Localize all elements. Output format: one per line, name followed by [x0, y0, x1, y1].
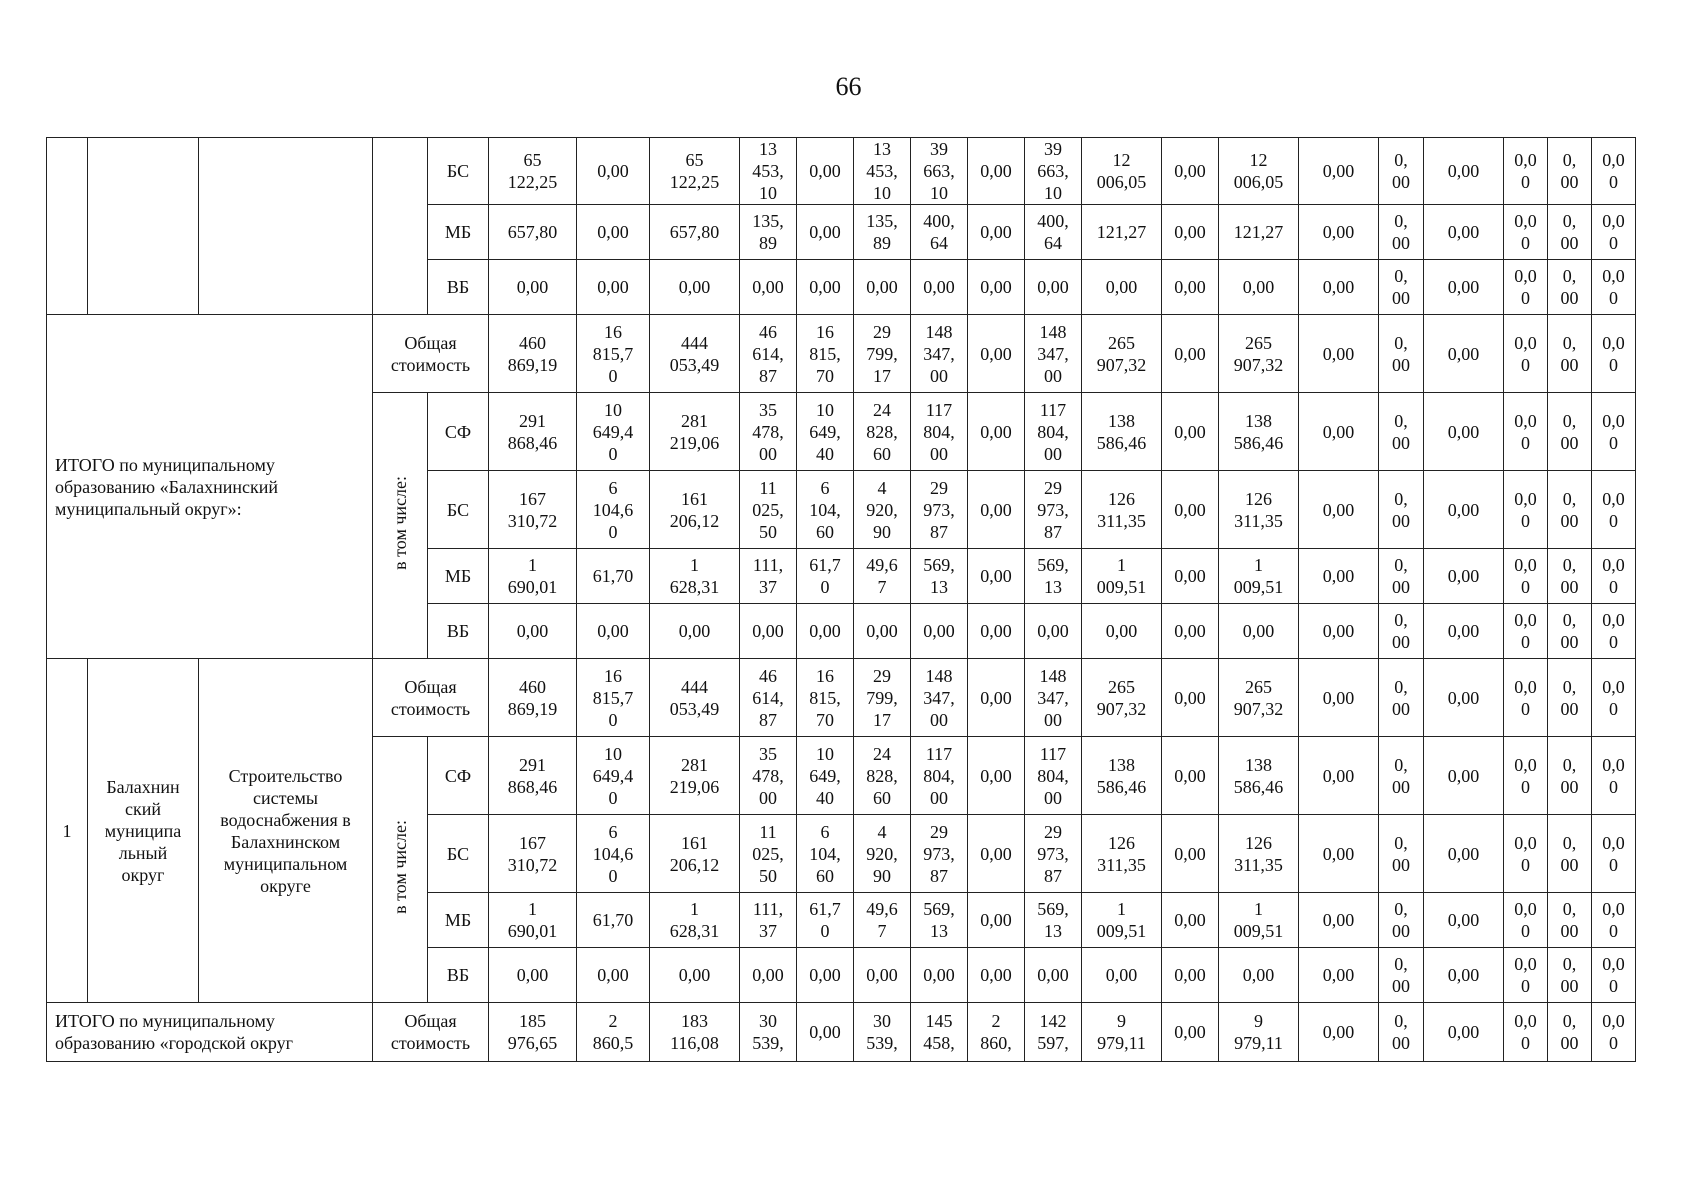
value-cell: 444 053,49: [650, 315, 740, 393]
value-cell: 0,00: [854, 260, 911, 315]
value-cell: 24 828, 60: [854, 737, 911, 815]
value-cell: 2 860,5: [577, 1003, 650, 1062]
value-cell: 0,00: [1219, 948, 1299, 1003]
budget-table: [46, 137, 1636, 1062]
value-cell: 0,00: [797, 260, 854, 315]
total-cost-label: Общая стоимость: [373, 659, 489, 737]
value-cell: 0,00: [577, 205, 650, 260]
value-cell: 0,00: [1424, 815, 1504, 893]
value-cell: 12 006,05: [1219, 138, 1299, 205]
table-row: [47, 1003, 1636, 1062]
value-cell: 0,0 0: [1504, 393, 1548, 471]
value-cell: 0,00: [650, 948, 740, 1003]
value-cell: 0,00: [854, 604, 911, 659]
value-cell: 0,00: [968, 471, 1025, 549]
value-cell: 0,0 0: [1592, 815, 1636, 893]
source-cell: БС: [428, 138, 489, 205]
value-cell: 0,0 0: [1504, 138, 1548, 205]
value-cell: 29 973, 87: [1025, 471, 1082, 549]
value-cell: 117 804, 00: [911, 393, 968, 471]
value-cell: 65 122,25: [489, 138, 577, 205]
value-cell: 0,00: [968, 948, 1025, 1003]
value-cell: 0,0 0: [1592, 315, 1636, 393]
value-cell: 167 310,72: [489, 815, 577, 893]
value-cell: 12 006,05: [1082, 138, 1162, 205]
value-cell: 10 649, 40: [797, 393, 854, 471]
value-cell: 10 649, 40: [797, 737, 854, 815]
source-cell: СФ: [428, 737, 489, 815]
value-cell: 111, 37: [740, 893, 797, 948]
object-cell: Строительство системы водоснабжения в Балахнинском муниципальном округе: [199, 659, 373, 1003]
including-label: [373, 737, 428, 1003]
value-cell: 0, 00: [1379, 948, 1424, 1003]
including-cell: [373, 138, 428, 315]
value-cell: 569, 13: [1025, 549, 1082, 604]
value-cell: 145 458,: [911, 1003, 968, 1062]
value-cell: 0,00: [1162, 471, 1219, 549]
value-cell: 16 815, 70: [797, 315, 854, 393]
value-cell: 126 311,35: [1082, 815, 1162, 893]
value-cell: 291 868,46: [489, 737, 577, 815]
value-cell: 0, 00: [1548, 948, 1592, 1003]
value-cell: 138 586,46: [1082, 393, 1162, 471]
value-cell: 148 347, 00: [1025, 315, 1082, 393]
value-cell: 281 219,06: [650, 737, 740, 815]
value-cell: 161 206,12: [650, 471, 740, 549]
value-cell: 0,00: [489, 604, 577, 659]
value-cell: 61,7 0: [797, 549, 854, 604]
value-cell: 0,0 0: [1504, 315, 1548, 393]
value-cell: 0, 00: [1548, 393, 1592, 471]
value-cell: 142 597,: [1025, 1003, 1082, 1062]
value-cell: 265 907,32: [1082, 659, 1162, 737]
value-cell: 657,80: [650, 205, 740, 260]
value-cell: 1 628,31: [650, 893, 740, 948]
value-cell: 0,00: [1025, 260, 1082, 315]
value-cell: 16 815,7 0: [577, 659, 650, 737]
value-cell: 11 025, 50: [740, 815, 797, 893]
value-cell: 0,0 0: [1504, 471, 1548, 549]
value-cell: 6 104, 60: [797, 471, 854, 549]
value-cell: 111, 37: [740, 549, 797, 604]
value-cell: 0,0 0: [1504, 948, 1548, 1003]
district-cell: [88, 138, 199, 315]
value-cell: 11 025, 50: [740, 471, 797, 549]
table-row: [47, 138, 1636, 205]
value-cell: 24 828, 60: [854, 393, 911, 471]
value-cell: 0, 00: [1379, 893, 1424, 948]
value-cell: 0,0 0: [1592, 1003, 1636, 1062]
value-cell: 0, 00: [1379, 815, 1424, 893]
value-cell: 135, 89: [854, 205, 911, 260]
value-cell: 0,00: [577, 604, 650, 659]
value-cell: 0,00: [797, 138, 854, 205]
value-cell: 0,00: [968, 138, 1025, 205]
value-cell: 29 973, 87: [911, 471, 968, 549]
value-cell: 0,00: [1025, 604, 1082, 659]
value-cell: 0,00: [650, 260, 740, 315]
value-cell: 0,00: [968, 549, 1025, 604]
value-cell: 444 053,49: [650, 659, 740, 737]
value-cell: 0, 00: [1548, 815, 1592, 893]
value-cell: 0,00: [1299, 1003, 1379, 1062]
value-cell: 39 663, 10: [911, 138, 968, 205]
value-cell: 0, 00: [1379, 549, 1424, 604]
value-cell: 2 860,: [968, 1003, 1025, 1062]
value-cell: 49,6 7: [854, 549, 911, 604]
group-title-cell: ИТОГО по муниципальному образованию «городской округ: [47, 1003, 373, 1062]
value-cell: 0, 00: [1548, 260, 1592, 315]
source-cell: СФ: [428, 393, 489, 471]
value-cell: 0,00: [1299, 315, 1379, 393]
value-cell: 121,27: [1082, 205, 1162, 260]
value-cell: 0,00: [1424, 471, 1504, 549]
source-cell: БС: [428, 471, 489, 549]
value-cell: 135, 89: [740, 205, 797, 260]
value-cell: 0,00: [1299, 815, 1379, 893]
value-cell: 0,0 0: [1504, 1003, 1548, 1062]
value-cell: 1 628,31: [650, 549, 740, 604]
value-cell: 0,00: [1162, 315, 1219, 393]
value-cell: 0, 00: [1548, 1003, 1592, 1062]
value-cell: 0,00: [1424, 393, 1504, 471]
value-cell: 0, 00: [1379, 1003, 1424, 1062]
value-cell: 0,00: [1424, 1003, 1504, 1062]
value-cell: 0, 00: [1548, 471, 1592, 549]
value-cell: 291 868,46: [489, 393, 577, 471]
value-cell: 0,00: [1299, 604, 1379, 659]
value-cell: 9 979,11: [1082, 1003, 1162, 1062]
value-cell: 0,0 0: [1592, 948, 1636, 1003]
value-cell: 0, 00: [1379, 604, 1424, 659]
value-cell: 0,00: [1162, 393, 1219, 471]
value-cell: 0,00: [1299, 893, 1379, 948]
value-cell: 0,00: [968, 893, 1025, 948]
including-label-text: в том числе:: [390, 476, 410, 570]
page-number: 66: [835, 72, 862, 101]
value-cell: 569, 13: [911, 893, 968, 948]
value-cell: 0,00: [1219, 260, 1299, 315]
value-cell: 657,80: [489, 205, 577, 260]
value-cell: 138 586,46: [1082, 737, 1162, 815]
object-cell: [199, 138, 373, 315]
value-cell: 148 347, 00: [911, 659, 968, 737]
value-cell: 0,00: [1162, 815, 1219, 893]
value-cell: 6 104, 60: [797, 815, 854, 893]
source-cell: МБ: [428, 549, 489, 604]
value-cell: 61,70: [577, 549, 650, 604]
value-cell: 0,00: [1162, 138, 1219, 205]
value-cell: 185 976,65: [489, 1003, 577, 1062]
total-cost-label: Общая стоимость: [373, 315, 489, 393]
value-cell: 0,00: [577, 948, 650, 1003]
value-cell: 0,00: [650, 604, 740, 659]
including-label-text: в том числе:: [390, 820, 410, 914]
value-cell: 0, 00: [1548, 604, 1592, 659]
value-cell: 0,00: [489, 948, 577, 1003]
value-cell: 0, 00: [1548, 315, 1592, 393]
value-cell: 265 907,32: [1082, 315, 1162, 393]
value-cell: 29 973, 87: [911, 815, 968, 893]
value-cell: 0, 00: [1548, 205, 1592, 260]
value-cell: 0,00: [911, 604, 968, 659]
source-cell: ВБ: [428, 260, 489, 315]
value-cell: 0,00: [1424, 315, 1504, 393]
value-cell: 0,00: [577, 260, 650, 315]
value-cell: 30 539,: [854, 1003, 911, 1062]
value-cell: 13 453, 10: [740, 138, 797, 205]
value-cell: 569, 13: [1025, 893, 1082, 948]
including-label: [373, 393, 428, 659]
value-cell: 0,00: [1424, 138, 1504, 205]
value-cell: 0,00: [1424, 604, 1504, 659]
value-cell: 0,00: [1299, 205, 1379, 260]
value-cell: 0,0 0: [1592, 260, 1636, 315]
value-cell: 117 804, 00: [1025, 737, 1082, 815]
value-cell: 0,00: [1299, 393, 1379, 471]
value-cell: 0, 00: [1548, 659, 1592, 737]
num-cell: [47, 138, 88, 315]
value-cell: 29 799, 17: [854, 315, 911, 393]
value-cell: 1 009,51: [1219, 893, 1299, 948]
value-cell: 138 586,46: [1219, 393, 1299, 471]
value-cell: 0, 00: [1379, 659, 1424, 737]
value-cell: 281 219,06: [650, 393, 740, 471]
value-cell: 0, 00: [1548, 893, 1592, 948]
value-cell: 0,0 0: [1592, 737, 1636, 815]
value-cell: 0,00: [1299, 549, 1379, 604]
value-cell: 265 907,32: [1219, 315, 1299, 393]
value-cell: 0,00: [797, 948, 854, 1003]
value-cell: 0,0 0: [1504, 737, 1548, 815]
value-cell: 1 009,51: [1082, 549, 1162, 604]
value-cell: 0,00: [968, 659, 1025, 737]
value-cell: 569, 13: [911, 549, 968, 604]
value-cell: 0,00: [577, 138, 650, 205]
value-cell: 0,00: [1299, 737, 1379, 815]
value-cell: 0,00: [1162, 604, 1219, 659]
value-cell: 0,0 0: [1592, 393, 1636, 471]
value-cell: 0, 00: [1379, 138, 1424, 205]
source-cell: МБ: [428, 205, 489, 260]
value-cell: 0,00: [1162, 205, 1219, 260]
value-cell: 0,00: [1082, 948, 1162, 1003]
value-cell: 167 310,72: [489, 471, 577, 549]
value-cell: 0,00: [740, 604, 797, 659]
value-cell: 4 920, 90: [854, 471, 911, 549]
value-cell: 0,00: [911, 948, 968, 1003]
value-cell: 460 869,19: [489, 659, 577, 737]
value-cell: 0,0 0: [1592, 893, 1636, 948]
value-cell: 0,00: [1424, 893, 1504, 948]
value-cell: 1 009,51: [1219, 549, 1299, 604]
value-cell: 400, 64: [911, 205, 968, 260]
value-cell: 0,00: [968, 604, 1025, 659]
value-cell: 117 804, 00: [911, 737, 968, 815]
value-cell: 0,00: [1162, 1003, 1219, 1062]
value-cell: 1 690,01: [489, 893, 577, 948]
value-cell: 0,00: [1025, 948, 1082, 1003]
value-cell: 0,00: [797, 604, 854, 659]
value-cell: 0,0 0: [1592, 471, 1636, 549]
group-title-cell: ИТОГО по муниципальному образованию «Балахнинский муниципальный округ»:: [47, 315, 373, 659]
value-cell: 0,00: [1424, 205, 1504, 260]
value-cell: 121,27: [1219, 205, 1299, 260]
value-cell: 29 973, 87: [1025, 815, 1082, 893]
value-cell: 138 586,46: [1219, 737, 1299, 815]
value-cell: 0,00: [1162, 948, 1219, 1003]
table-row: [47, 315, 1636, 393]
value-cell: 13 453, 10: [854, 138, 911, 205]
source-cell: МБ: [428, 893, 489, 948]
value-cell: 0,00: [1219, 604, 1299, 659]
value-cell: 0, 00: [1548, 549, 1592, 604]
value-cell: 0,00: [740, 948, 797, 1003]
value-cell: 0,00: [1424, 948, 1504, 1003]
value-cell: 126 311,35: [1082, 471, 1162, 549]
value-cell: 0,00: [1299, 948, 1379, 1003]
district-cell: Балахнин ский муниципа льный округ: [88, 659, 199, 1003]
value-cell: 0,0 0: [1592, 549, 1636, 604]
value-cell: 0,0 0: [1504, 260, 1548, 315]
value-cell: 117 804, 00: [1025, 393, 1082, 471]
value-cell: 61,7 0: [797, 893, 854, 948]
source-cell: БС: [428, 815, 489, 893]
value-cell: 0,00: [797, 1003, 854, 1062]
table-row: [47, 659, 1636, 737]
value-cell: 460 869,19: [489, 315, 577, 393]
value-cell: 6 104,6 0: [577, 815, 650, 893]
value-cell: 16 815,7 0: [577, 315, 650, 393]
value-cell: 0,00: [968, 260, 1025, 315]
value-cell: 0, 00: [1379, 205, 1424, 260]
value-cell: 183 116,08: [650, 1003, 740, 1062]
value-cell: 0, 00: [1379, 393, 1424, 471]
value-cell: 0,00: [797, 205, 854, 260]
value-cell: 0,00: [854, 948, 911, 1003]
value-cell: 30 539,: [740, 1003, 797, 1062]
value-cell: 0,00: [1424, 737, 1504, 815]
value-cell: 0, 00: [1379, 471, 1424, 549]
value-cell: 0,00: [1299, 659, 1379, 737]
value-cell: 0,0 0: [1504, 604, 1548, 659]
value-cell: 0,0 0: [1504, 549, 1548, 604]
value-cell: 0,00: [911, 260, 968, 315]
source-cell: ВБ: [428, 948, 489, 1003]
value-cell: 61,70: [577, 893, 650, 948]
value-cell: 0,00: [1424, 659, 1504, 737]
value-cell: 0,00: [968, 315, 1025, 393]
value-cell: 0, 00: [1379, 260, 1424, 315]
value-cell: 16 815, 70: [797, 659, 854, 737]
value-cell: 0,00: [1162, 737, 1219, 815]
value-cell: 1 690,01: [489, 549, 577, 604]
value-cell: 0, 00: [1548, 737, 1592, 815]
value-cell: 0,00: [1299, 471, 1379, 549]
value-cell: 9 979,11: [1219, 1003, 1299, 1062]
value-cell: 65 122,25: [650, 138, 740, 205]
value-cell: 49,6 7: [854, 893, 911, 948]
value-cell: 148 347, 00: [911, 315, 968, 393]
value-cell: 0,00: [740, 260, 797, 315]
value-cell: 265 907,32: [1219, 659, 1299, 737]
value-cell: 0,0 0: [1504, 205, 1548, 260]
value-cell: 0,00: [1162, 260, 1219, 315]
value-cell: 46 614, 87: [740, 315, 797, 393]
value-cell: 0,00: [1162, 893, 1219, 948]
value-cell: 0,00: [968, 815, 1025, 893]
value-cell: 0,00: [1082, 604, 1162, 659]
value-cell: 0,00: [1299, 260, 1379, 315]
value-cell: 0,00: [1082, 260, 1162, 315]
value-cell: 0,00: [968, 737, 1025, 815]
value-cell: 0,0 0: [1592, 138, 1636, 205]
value-cell: 0, 00: [1379, 315, 1424, 393]
value-cell: 0,00: [968, 205, 1025, 260]
value-cell: 0,00: [968, 393, 1025, 471]
value-cell: 4 920, 90: [854, 815, 911, 893]
value-cell: 0,0 0: [1504, 893, 1548, 948]
value-cell: 148 347, 00: [1025, 659, 1082, 737]
source-cell: ВБ: [428, 604, 489, 659]
value-cell: 400, 64: [1025, 205, 1082, 260]
value-cell: 29 799, 17: [854, 659, 911, 737]
value-cell: 0,00: [489, 260, 577, 315]
value-cell: 0, 00: [1548, 138, 1592, 205]
value-cell: 46 614, 87: [740, 659, 797, 737]
value-cell: 161 206,12: [650, 815, 740, 893]
value-cell: 10 649,4 0: [577, 737, 650, 815]
value-cell: 126 311,35: [1219, 815, 1299, 893]
value-cell: 0,00: [1162, 549, 1219, 604]
value-cell: 6 104,6 0: [577, 471, 650, 549]
row-number-cell: 1: [47, 659, 88, 1003]
value-cell: 0,00: [1299, 138, 1379, 205]
value-cell: 0,0 0: [1504, 659, 1548, 737]
value-cell: 0,00: [1162, 659, 1219, 737]
value-cell: 10 649,4 0: [577, 393, 650, 471]
value-cell: 35 478, 00: [740, 737, 797, 815]
value-cell: 0,00: [1424, 549, 1504, 604]
value-cell: 0,0 0: [1592, 205, 1636, 260]
value-cell: 1 009,51: [1082, 893, 1162, 948]
value-cell: 0,00: [1424, 260, 1504, 315]
value-cell: 0,0 0: [1504, 815, 1548, 893]
value-cell: 0, 00: [1379, 737, 1424, 815]
value-cell: 0,0 0: [1592, 659, 1636, 737]
value-cell: 126 311,35: [1219, 471, 1299, 549]
value-cell: 39 663, 10: [1025, 138, 1082, 205]
value-cell: 0,0 0: [1592, 604, 1636, 659]
total-cost-label: Общая стоимость: [373, 1003, 489, 1062]
value-cell: 35 478, 00: [740, 393, 797, 471]
table-body: [47, 138, 1636, 1062]
